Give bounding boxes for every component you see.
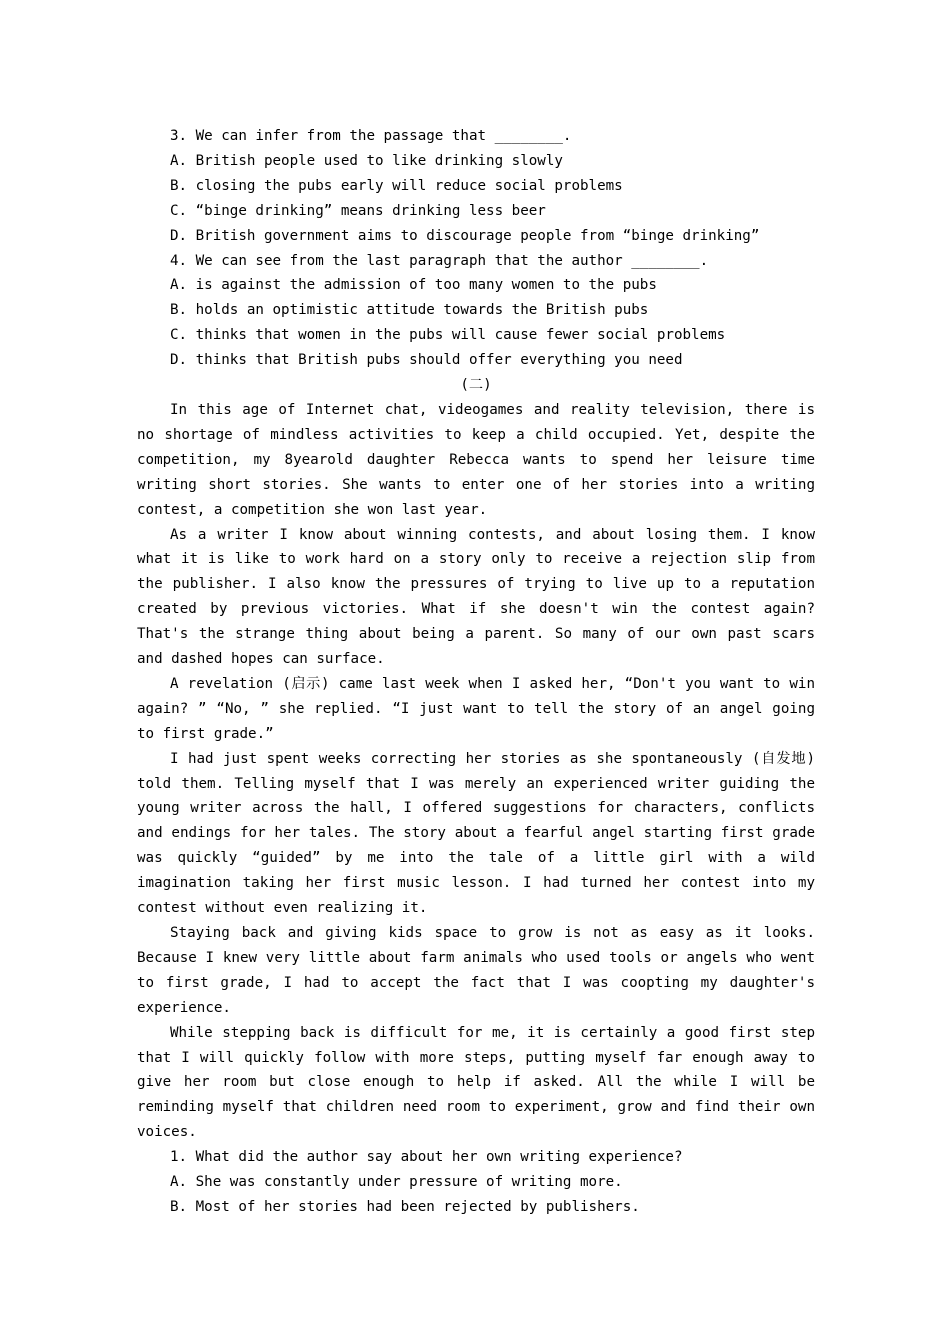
question-4: 4. We can see from the last paragraph that the author ________. [170,252,709,269]
question-3: 3. We can infer from the passage that ________. [170,128,572,144]
question-4-option-a: A. is against the admission of too many women to the pubs [170,277,657,294]
question-4-option-b: B. holds an optimistic attitude towards the British pubs [170,302,649,319]
document-page [137,124,815,1220]
section-heading: (二) [460,377,492,394]
question-1-option-a: A. She was constantly under pressure of writing more. [170,1174,623,1191]
passage-paragraph-6: While stepping back is difficult for me, it is certainly a good first step that I will quickly follow with more steps, putting myself far enough away to give her room but close enough to help if asked. All the while I will be reminding myself that children need room to experiment, grow and find their own voices. [137,1024,815,1141]
passage-paragraph-2: As a writer I know about winning contests, and about losing them. I know what it is like to work hard on a story only to receive a rejection slip from the publisher. I also know the pressures of trying to live up to a reputation created by previous victories. What if she doesn't win the contest again? That's the strange thing about being a parent. So many of our own past scars and dashed hopes can surface. [137,526,815,668]
question-1-option-b: B. Most of her stories had been rejected by publishers. [170,1198,640,1215]
question-1: 1. What did the author say about her own writing experience? [170,1149,683,1166]
question-4-option-d: D. thinks that British pubs should offer everything you need [170,352,683,369]
passage-paragraph-4: I had just spent weeks correcting her stories as she spontaneously (自发地) told them. Telling myself that I was merely an experienced writer guiding the young writer across the hall, I offered suggestions for characters, conflicts and endings for her tales. The story about a fearful angel starting first grade was quickly “guided” by me into the tale of a little girl with a wild imagination taking her first music lesson. I had turned her contest into my contest without even realizing it. [137,750,815,917]
question-3-option-d: D. British government aims to discourage people from “binge drinking” [170,227,760,244]
passage-paragraph-3: A revelation (启示) came last week when I asked her, “Don't you want to win again? ” “No, ” she replied. “I just want to tell the story of an angel going to first grade.” [137,675,815,742]
question-3-option-a: A. British people used to like drinking slowly [170,152,563,169]
question-4-option-c: C. thinks that women in the pubs will cause fewer social problems [170,327,726,344]
passage-paragraph-1: In this age of Internet chat, videogames and reality television, there is no shortage of mindless activities to keep a child occupied. Yet, despite the competition, my 8yearold daughter Rebecca wants to spend her leisure time writing short stories. She wants to enter one of her stories into a writing contest, a competition she won last year. [137,401,815,518]
question-3-option-c: C. “binge drinking” means drinking less beer [170,202,546,219]
question-3-option-b: B. closing the pubs early will reduce social problems [170,177,623,194]
passage-paragraph-5: Staying back and giving kids space to grow is not as easy as it looks. Because I knew very little about farm animals who used tools or angels who went to first grade, I had to accept the fact that I was coopting my daughter's experience. [137,925,815,1016]
